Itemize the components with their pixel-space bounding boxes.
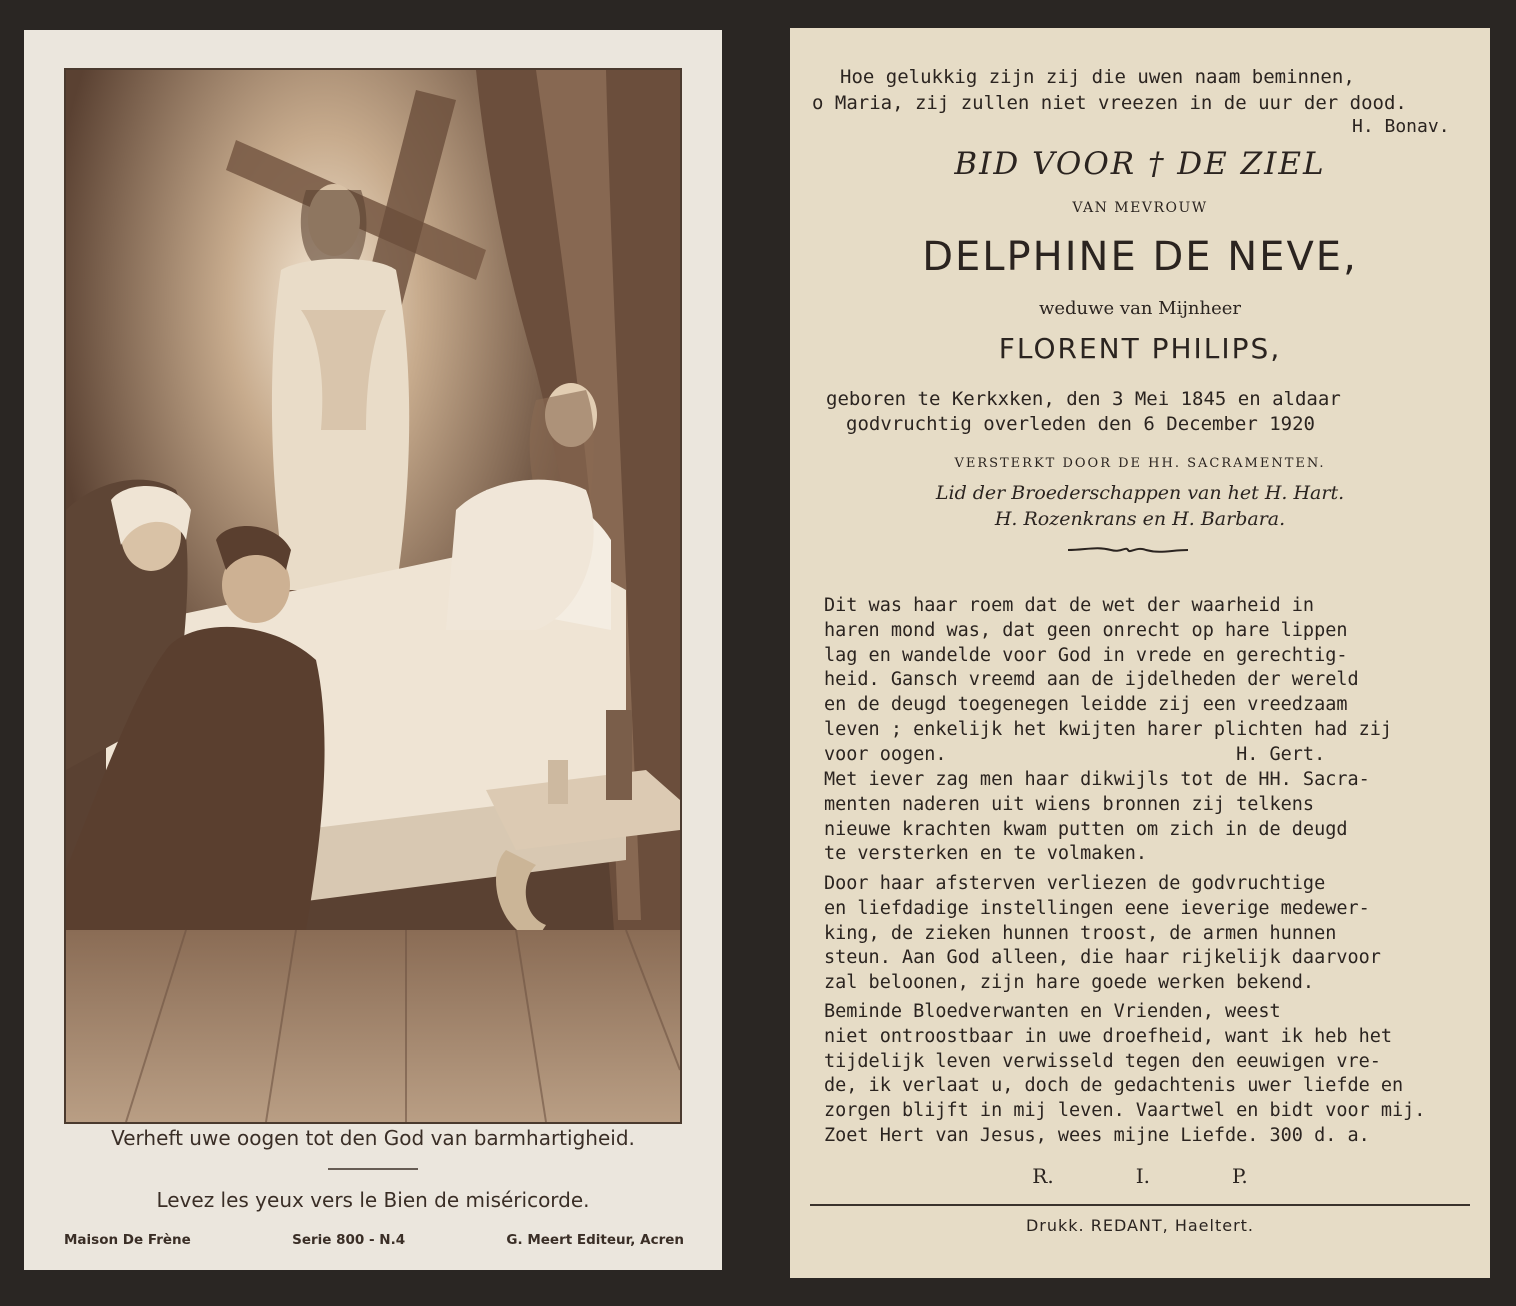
paragraph-line: en de deugd toegenegen leidde zij een vreedzaam [824, 694, 1348, 716]
paragraph-line: Door haar afsterven verliezen de godvruchtige [824, 873, 1326, 894]
editor-name: G. Meert Editeur, Acren [506, 1232, 684, 1248]
publisher-line [64, 1232, 684, 1248]
printer-divider [810, 1204, 1470, 1206]
paragraph-line: leven ; enkelijk het kwijten harer plichten had zij [824, 718, 1393, 740]
brotherhood-line-1: Lid der Broederschappen van het H. Hart. [935, 482, 1345, 504]
left-card-image-panel [24, 30, 722, 1270]
paragraph-line: heid. Gansch vreemd aan de ijdelheden der wereld [824, 669, 1359, 691]
ornament-divider [1066, 542, 1190, 558]
paragraph-line: steun. Aan God alleen, die haar rijkelijk daarvoor [824, 947, 1381, 969]
rip-line [790, 1164, 1490, 1188]
eulogy-paragraph-1 [824, 594, 1474, 768]
quote-line-2: o Maria, zij zullen niet vreezen in de uur der dood. [812, 92, 1407, 114]
caption-divider [328, 1164, 418, 1174]
paragraph-line: tijdelijk leven verwisseld tegen den eeuwigen vre- [824, 1050, 1381, 1072]
paragraph-line: nieuwe krachten kwam putten om zich in de deugd [824, 818, 1348, 840]
paragraph-line: de, ik verlaat u, doch de gedachtenis uwer liefde en [824, 1075, 1404, 1097]
rip-letter-r: R. [1032, 1164, 1054, 1188]
paragraph-line: Zoet Hert van Jesus, wees mijne Liefde. 300 d. a. [824, 1124, 1370, 1146]
series-number: Serie 800 - N.4 [292, 1232, 406, 1248]
van-mevrouw-label: VAN MEVROUW [1072, 200, 1208, 216]
eulogy-paragraph-3 [824, 872, 1474, 996]
quote-source: H. Bonav. [1352, 116, 1450, 137]
spouse-name: FLORENT PHILIPS, [998, 332, 1282, 365]
paragraph-line: king, de zieken hunnen troost, de armen hunnen [824, 922, 1337, 944]
brotherhood-line-2: H. Rozenkrans en H. Barbara. [994, 508, 1286, 530]
paragraph-line: en liefdadige instellingen eene ieverige medewer- [824, 897, 1370, 919]
paragraph-line: niet ontroostbaar in uwe droefheid, want ik heb het [824, 1025, 1393, 1047]
paragraph-line: voor oogen. H. Gert. [824, 743, 1326, 765]
rip-letter-i: I. [1135, 1164, 1150, 1188]
eulogy-paragraph-4 [824, 1000, 1474, 1149]
deceased-name: DELPHINE DE NEVE, [922, 234, 1358, 280]
rip-letter-p: P. [1231, 1164, 1248, 1188]
publisher-name: Maison De Frène [64, 1232, 191, 1248]
paragraph-line: Met iever zag men haar dikwijls tot de HH. Sacra- [824, 769, 1370, 790]
prayer-heading: BID VOOR † DE ZIEL [954, 146, 1326, 182]
widow-of-label: weduwe van Mijnheer [1038, 298, 1242, 319]
religious-illustration [66, 70, 680, 1122]
sacraments-line: VERSTERKT DOOR DE HH. SACRAMENTEN. [954, 456, 1326, 471]
birth-line: geboren te Kerkxken, den 3 Mei 1845 en aldaar [826, 388, 1341, 410]
quote-line-1: Hoe gelukkig zijn zij die uwen naam beminnen, [840, 66, 1355, 88]
paragraph-line: Beminde Bloedverwanten en Vrienden, weest [824, 1001, 1281, 1022]
printer-credit: Drukk. REDANT, Haeltert. [1025, 1216, 1255, 1235]
caption-french: Levez les yeux vers le Bien de miséricorde. [156, 1188, 590, 1212]
paragraph-line: Dit was haar roem dat de wet der waarheid in [824, 595, 1315, 616]
paragraph-line: haren mond was, dat geen onrecht op hare lippen [824, 619, 1348, 641]
paragraph-line: menten naderen uit wiens bronnen zij telkens [824, 793, 1315, 815]
right-card-text-panel [790, 28, 1490, 1278]
paragraph-line: lag en wandelde voor God in vrede en gerechtig- [824, 644, 1348, 666]
paragraph-line: te versterken en te volmaken. [824, 843, 1148, 865]
paragraph-line: zal beloonen, zijn hare goede werken bekend. [824, 972, 1315, 994]
paragraph-line: zorgen blijft in mij leven. Vaartwel en bidt voor mij. [824, 1100, 1426, 1122]
deathbed-scene-illustration [66, 70, 680, 1122]
eulogy-paragraph-2 [824, 768, 1474, 867]
caption-dutch: Verheft uwe oogen tot den God van barmhartigheid. [111, 1126, 635, 1150]
death-line: godvruchtig overleden den 6 December 1920 [846, 413, 1315, 435]
